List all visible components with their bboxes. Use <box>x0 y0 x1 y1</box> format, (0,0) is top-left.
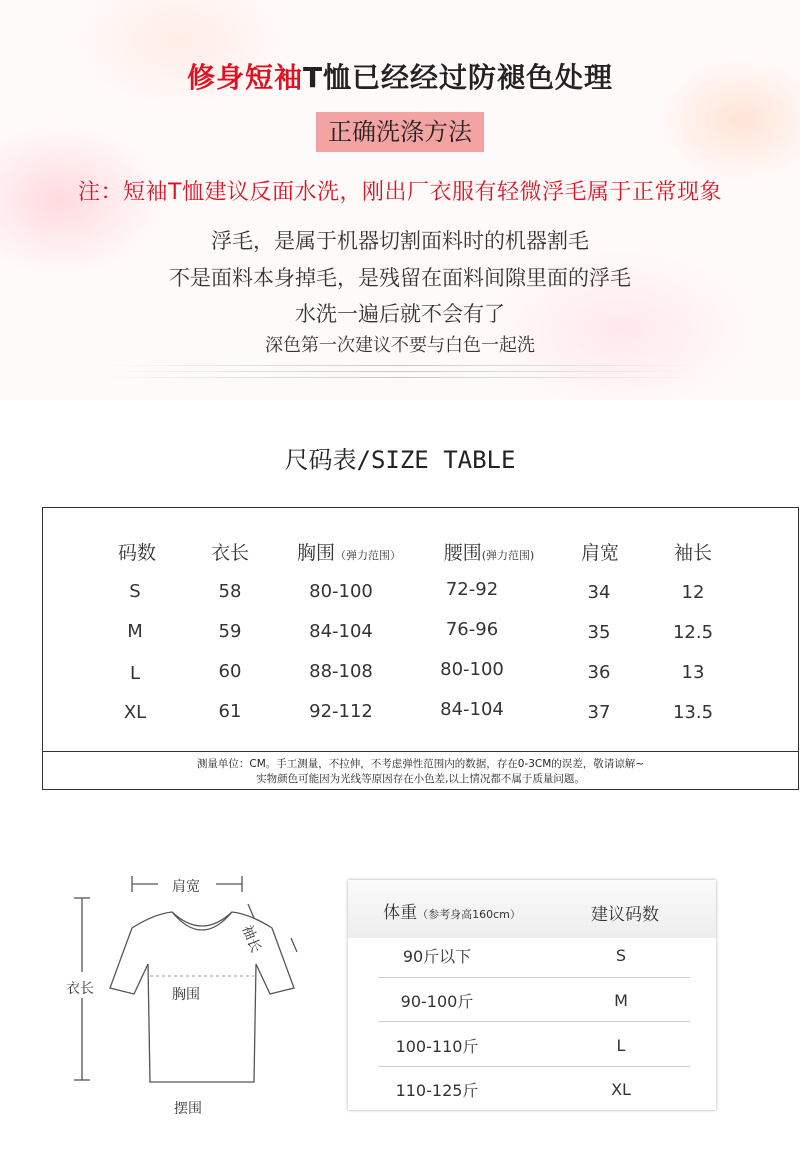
cell-length-l: 60 <box>218 661 242 682</box>
size-row-3: L <box>616 1036 626 1055</box>
cell-waist-l: 80-100 <box>440 659 504 680</box>
diagram-label-length: 衣长 <box>66 981 94 997</box>
cell-waist-m: 76-96 <box>445 619 499 640</box>
row-divider-3 <box>378 1066 690 1067</box>
cell-chest-s: 80-100 <box>309 581 373 602</box>
banner-line-4: 深色第一次建议不要与白色一起洗 <box>265 335 535 356</box>
header-chest-note: （弹力范围） <box>335 549 402 562</box>
header-recommended-size: 建议码数 <box>591 905 659 925</box>
cell-sleeve-s: 12 <box>681 582 705 603</box>
weight-size-table <box>348 880 716 1110</box>
header-weight-ref: （参考身高160cm） <box>417 908 521 921</box>
cell-length-xl: 61 <box>218 701 242 722</box>
cell-shoulder-s: 34 <box>587 582 611 603</box>
diagram-label-sleeve: 袖长 <box>238 923 264 956</box>
cell-size-xl: XL <box>123 702 147 723</box>
footnote-line-1: 测量单位：CM。手工测量，不拉伸，不考虑弹性范围内的数据，存在0-3CM的误差，敬请谅解~ <box>196 758 645 770</box>
header-length: 衣长 <box>210 542 250 564</box>
cell-sleeve-xl: 13.5 <box>672 702 714 723</box>
banner-title-highlight: 修身短袖 <box>186 61 303 94</box>
cell-shoulder-m: 35 <box>587 622 611 643</box>
size-row-4: XL <box>611 1080 631 1099</box>
cell-size-s: S <box>129 581 141 602</box>
cell-shoulder-xl: 37 <box>587 702 611 723</box>
cell-sleeve-m: 12.5 <box>672 622 714 643</box>
cell-waist-s: 72-92 <box>445 579 499 600</box>
decorative-fine-text <box>100 360 700 386</box>
cell-shoulder-l: 36 <box>587 662 611 683</box>
header-shoulder: 肩宽 <box>580 542 620 564</box>
weight-row-4: 110-125斤 <box>395 1081 479 1100</box>
diagram-label-shoulder: 肩宽 <box>172 879 200 895</box>
header-weight <box>383 898 521 923</box>
washing-note: 注：短袖T恤建议反面水洗，刚出厂衣服有轻微浮毛属于正常现象 <box>78 180 722 205</box>
weight-row-2: 90-100斤 <box>400 992 474 1011</box>
cell-sleeve-l: 13 <box>681 662 705 683</box>
washing-method-label: 正确洗涤方法 <box>316 112 484 152</box>
cell-size-l: L <box>129 663 141 684</box>
banner-line-3: 水洗一遍后就不会有了 <box>295 302 505 326</box>
banner-line-1: 浮毛，是属于机器切割面料时的机器割毛 <box>211 229 589 253</box>
size-table <box>42 507 799 790</box>
banner-title <box>0 56 800 96</box>
cell-chest-xl: 92-112 <box>309 701 373 722</box>
header-chest-label: 胸围 <box>296 542 336 564</box>
header-waist-label: 腰围 <box>443 542 482 564</box>
header-size: 码数 <box>117 542 157 564</box>
size-row-1: S <box>615 946 627 965</box>
washing-banner <box>0 0 800 400</box>
size-row-2: M <box>614 991 628 1010</box>
cell-waist-xl: 84-104 <box>440 699 504 720</box>
header-sleeve: 袖长 <box>673 542 713 564</box>
weight-row-1: 90斤以下 <box>402 947 472 966</box>
header-waist-note: (弹力范围) <box>481 549 535 562</box>
header-chest <box>297 538 401 565</box>
cell-size-m: M <box>127 621 143 642</box>
diagram-label-chest: 胸围 <box>172 987 200 1003</box>
size-table-title: 尺码表/SIZE TABLE <box>284 446 516 474</box>
cell-chest-m: 84-104 <box>309 621 373 642</box>
tshirt-diagram <box>60 860 320 1130</box>
row-divider-1 <box>378 977 690 978</box>
footnote-line-2: 实物颜色可能因为光线等原因存在小色差,以上情况都不属于质量问题。 <box>256 773 585 785</box>
cell-length-m: 59 <box>218 621 242 642</box>
header-waist <box>444 538 535 565</box>
cell-length-s: 58 <box>218 581 242 602</box>
size-table-footnote <box>43 757 798 787</box>
diagram-label-hem: 摆围 <box>174 1101 202 1117</box>
row-divider-2 <box>378 1021 690 1022</box>
header-weight-label: 体重 <box>383 903 418 923</box>
size-table-divider <box>43 751 798 752</box>
banner-title-rest: T恤已经经过防褪色处理 <box>302 61 614 94</box>
weight-row-3: 100-110斤 <box>395 1037 479 1056</box>
banner-line-2: 不是面料本身掉毛，是残留在面料间隙里面的浮毛 <box>169 266 631 290</box>
cell-chest-l: 88-108 <box>309 661 373 682</box>
